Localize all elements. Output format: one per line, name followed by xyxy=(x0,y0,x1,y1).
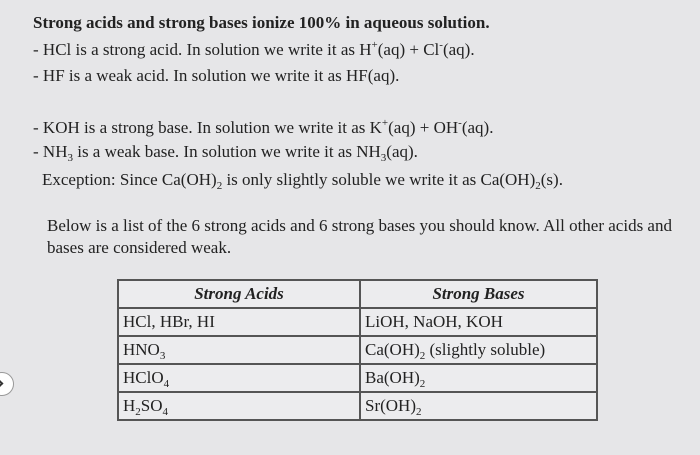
table-row xyxy=(118,336,597,364)
exception-line xyxy=(42,170,563,190)
cell-sub: 4 xyxy=(162,406,169,418)
cell-sub: 2 xyxy=(419,378,426,390)
cell-sub: 4 xyxy=(163,378,170,390)
cell-text: Ba(OH) xyxy=(365,368,420,387)
cell-text: Sr(OH) xyxy=(365,396,416,415)
koh-sup: - xyxy=(458,117,462,129)
koh-line xyxy=(33,118,493,138)
cell-sub: 2 xyxy=(416,406,422,418)
exception-text: Exception: Since Ca(OH) xyxy=(42,170,217,189)
heading: Strong acids and strong bases ionize 100% in aqueous solution. xyxy=(33,13,490,32)
strong-acids-bases-table xyxy=(117,279,598,421)
hcl-text: - HCl is a strong acid. In solution we write it as H xyxy=(33,40,372,59)
base-cell xyxy=(360,364,597,392)
cell-sub: 3 xyxy=(159,350,166,362)
cell-text: HCl, HBr, HI xyxy=(123,312,215,331)
exception-text: (s). xyxy=(540,170,563,189)
nh3-sub: 3 xyxy=(67,152,73,164)
nh3-sub: 3 xyxy=(380,152,387,164)
cell-text: H xyxy=(123,396,136,415)
hcl-line xyxy=(33,40,475,60)
expand-arrow-icon[interactable] xyxy=(0,372,14,396)
table-row xyxy=(118,308,597,336)
nh3-text: - NH xyxy=(33,142,68,161)
exception-sub: 2 xyxy=(535,180,541,192)
table-header-row xyxy=(118,280,597,308)
acid-cell xyxy=(118,308,360,336)
exception-sub: 2 xyxy=(216,180,223,192)
cell-text: HNO xyxy=(123,340,160,359)
below-paragraph: Below is a list of the 6 strong acids and 6 strong bases you should know. All other acids and bases are considered weak. xyxy=(47,216,672,257)
cell-sub: 2 xyxy=(135,406,141,418)
hf-line: - HF is a weak acid. In solution we write it as HF(aq). xyxy=(33,66,400,85)
cell-text: Ca(OH) xyxy=(365,340,420,359)
koh-text: (aq) + OH xyxy=(388,118,459,137)
cell-sub: 2 xyxy=(419,350,426,362)
table-row xyxy=(118,392,597,420)
header-strong-bases: Strong Bases xyxy=(360,280,597,308)
acid-cell xyxy=(118,336,360,364)
koh-text: (aq). xyxy=(461,118,494,137)
hcl-sup: + xyxy=(371,39,378,51)
base-cell xyxy=(360,392,597,420)
nh3-text: (aq). xyxy=(386,142,418,161)
table-row xyxy=(118,364,597,392)
koh-text: - KOH is a strong base. In solution we write it as K xyxy=(33,118,382,137)
cell-text: LiOH, NaOH, KOH xyxy=(365,312,503,331)
exception-text: is only slightly soluble we write it as Ca(OH) xyxy=(222,170,536,189)
koh-sup: + xyxy=(381,117,389,129)
acid-cell xyxy=(118,364,360,392)
hcl-text: (aq). xyxy=(442,40,475,59)
cell-text: SO xyxy=(140,396,163,415)
hcl-text: (aq) + Cl xyxy=(377,40,440,59)
hcl-sup: - xyxy=(439,39,443,51)
cell-text: HClO xyxy=(123,368,164,387)
base-cell xyxy=(360,308,597,336)
nh3-text: is a weak base. In solution we write it as NH xyxy=(72,142,381,161)
cell-text: (slightly soluble) xyxy=(425,340,546,359)
nh3-line xyxy=(33,142,418,162)
header-strong-acids: Strong Acids xyxy=(118,280,360,308)
base-cell xyxy=(360,336,597,364)
acid-cell xyxy=(118,392,360,420)
